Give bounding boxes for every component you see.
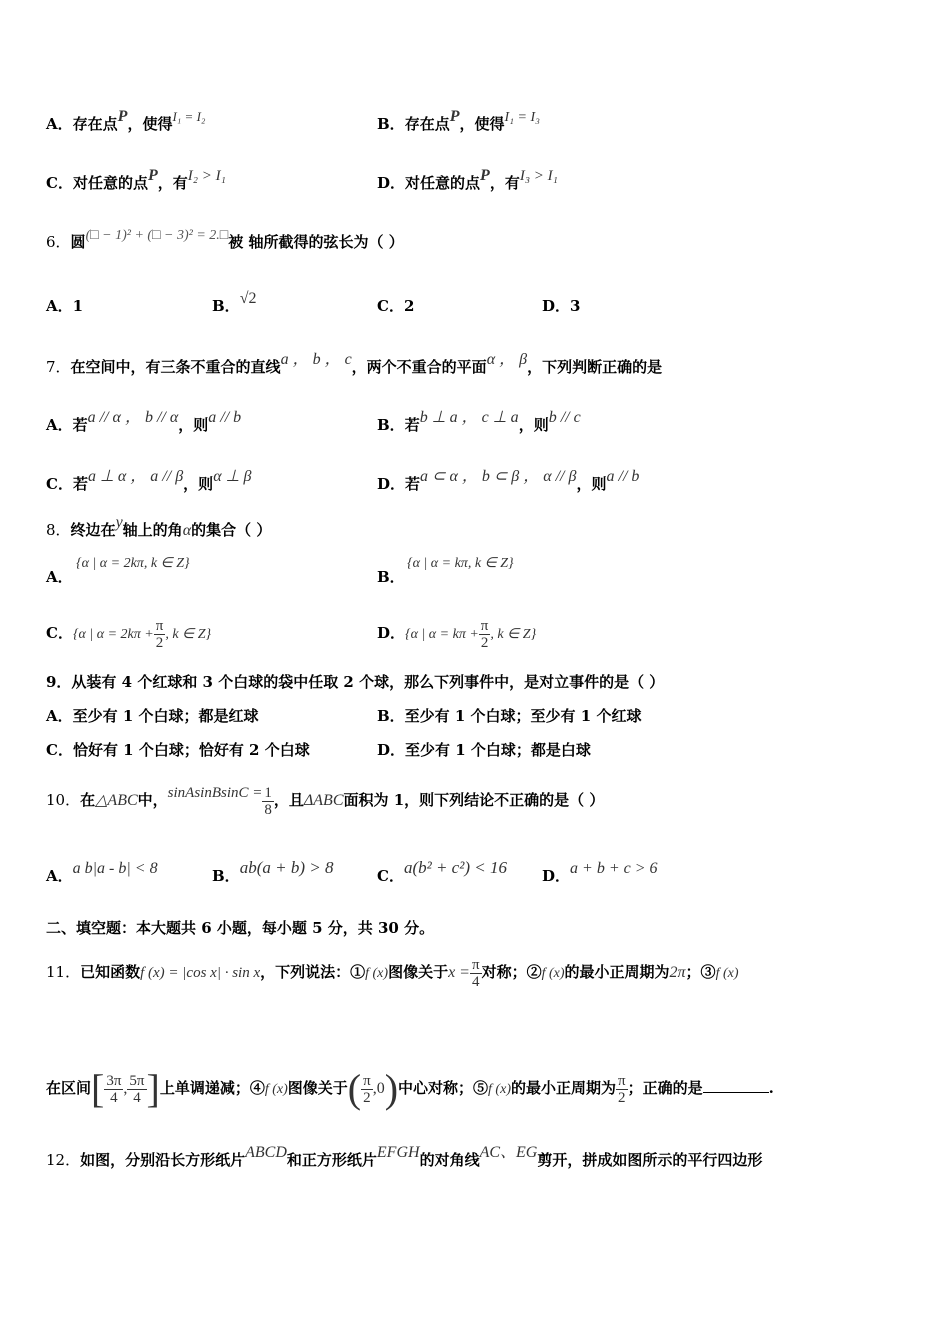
q10-option-a[interactable]: A．a b|a - b| < 8 bbox=[46, 860, 158, 885]
q7-stem: 7．在空间中，有三条不重合的直线a ， b ， c，两个不重合的平面α ， β，下列判断正确的是 bbox=[46, 351, 663, 376]
q10-fraction: $\frac{1}{8}$ bbox=[264, 784, 272, 818]
q7-option-d[interactable]: D．若a ⊂ α ， b ⊂ β ， α // β，则a // b bbox=[377, 468, 640, 493]
q10-stem: 10．在△ABC中，sinAsinBsinC = $\frac{1}{8}$ ，且ΔABC面积为 1，则下列结论不正确的是（ ） bbox=[46, 784, 605, 818]
q12-stem: 12．如图，分别沿长方形纸片ABCD和正方形纸片EFGH的对角线AC、EG剪开，拼成如图所示的平行四边形 bbox=[46, 1144, 763, 1169]
q10-option-b[interactable]: B．ab(a + b) > 8 bbox=[212, 858, 334, 885]
q8-d-fraction: $\frac{\pi}{2}$ bbox=[480, 617, 489, 651]
q5-option-c[interactable]: C．对任意的点P，有I₂ > I₁ bbox=[46, 167, 226, 192]
q9-option-d[interactable]: D．至少有 1 个白球；都是白球 bbox=[377, 741, 591, 759]
q9-option-b[interactable]: B．至少有 1 个白球；至少有 1 个红球 bbox=[377, 707, 642, 725]
q11-fraction-5pi-4: $\frac{5\pi}{4}$ bbox=[129, 1072, 145, 1106]
section-heading-fill-blank: 二、填空题：本大题共 6 小题，每小题 5 分，共 30 分。 bbox=[46, 919, 435, 937]
q9-stem: 9．从装有 4 个红球和 3 个白球的袋中任取 2 个球，那么下列事件中，是对立事件的是（ ） bbox=[46, 673, 665, 691]
q5-option-a[interactable]: A．存在点P，使得I₁ = I₂ bbox=[46, 108, 206, 133]
q11-fraction-pi-2-a: $\frac{\pi}{2}$ bbox=[363, 1072, 371, 1106]
q8-option-c[interactable]: C．{α | α = 2kπ + $\frac{\pi}{2}$ , k ∈ Z} bbox=[46, 617, 212, 651]
q6-option-d[interactable]: D．3 bbox=[542, 297, 581, 315]
q9-option-c[interactable]: C．恰好有 1 个白球；恰好有 2 个白球 bbox=[46, 741, 310, 759]
q6-option-b[interactable]: B．√2 bbox=[212, 290, 257, 315]
q6-stem: 6．圆(□ − 1)² + (□ − 3)² = 2.□被 轴所截得的弦长为（ ） bbox=[46, 228, 404, 251]
q8-option-b[interactable]: B． bbox=[377, 568, 405, 586]
q8-option-a[interactable]: A． bbox=[46, 568, 73, 586]
q7-option-c[interactable]: C．若a ⊥ α ， a // β，则α ⊥ β bbox=[46, 468, 252, 493]
q11-fraction-3pi-4: $\frac{3\pi}{4}$ bbox=[106, 1072, 122, 1106]
q8-stem: 8．终边在y轴上的角α的集合（ ） bbox=[46, 514, 272, 539]
q11-fraction-pi-2-b: $\frac{\pi}{2}$ bbox=[618, 1072, 626, 1106]
q11-answer-blank[interactable] bbox=[703, 1078, 769, 1093]
q11-line2: 在区间[ $\frac{3\pi}{4}$ , $\frac{5\pi}{4}$ ]上单调递减；④f (x)图像关于( $\frac{\pi}{2}$ ,0)中心对称；⑤f (x)的最小正周期为 $\frac{\pi}{2}$ ；正确的是 . bbox=[46, 1066, 774, 1111]
q8-option-d[interactable]: D．{α | α = kπ + $\frac{\pi}{2}$ , k ∈ Z} bbox=[377, 617, 537, 651]
q6-option-a[interactable]: A．1 bbox=[46, 297, 84, 315]
q9-option-a[interactable]: A．至少有 1 个白球；都是红球 bbox=[46, 707, 259, 725]
q11-line1: 11．已知函数f (x) = |cos x| · sin x，下列说法：①f (x)图像关于x = $\frac{\pi}{4}$ 对称；②f (x)的最小正周期为2π；③f (x) bbox=[46, 956, 739, 990]
q10-option-d[interactable]: D．a + b + c > 6 bbox=[542, 860, 658, 885]
q8-option-a-math: {α | α = 2kπ, k ∈ Z} bbox=[76, 556, 190, 571]
q7-option-b[interactable]: B．若b ⊥ a ， c ⊥ a，则b // c bbox=[377, 409, 581, 434]
q10-option-c[interactable]: C．a(b² + c²) < 16 bbox=[377, 858, 507, 885]
q11-fraction-pi-4: $\frac{\pi}{4}$ bbox=[471, 956, 480, 990]
q8-option-b-math: {α | α = kπ, k ∈ Z} bbox=[407, 556, 514, 571]
q7-option-a[interactable]: A．若a // α ， b // α，则a // b bbox=[46, 409, 242, 434]
q6-option-c[interactable]: C．2 bbox=[377, 297, 415, 315]
q5-option-b[interactable]: B．存在点P，使得I₁ = I₃ bbox=[377, 108, 541, 133]
q8-c-fraction: $\frac{\pi}{2}$ bbox=[155, 617, 164, 651]
q5-option-d[interactable]: D．对任意的点P，有I₃ > I₁ bbox=[377, 167, 558, 192]
